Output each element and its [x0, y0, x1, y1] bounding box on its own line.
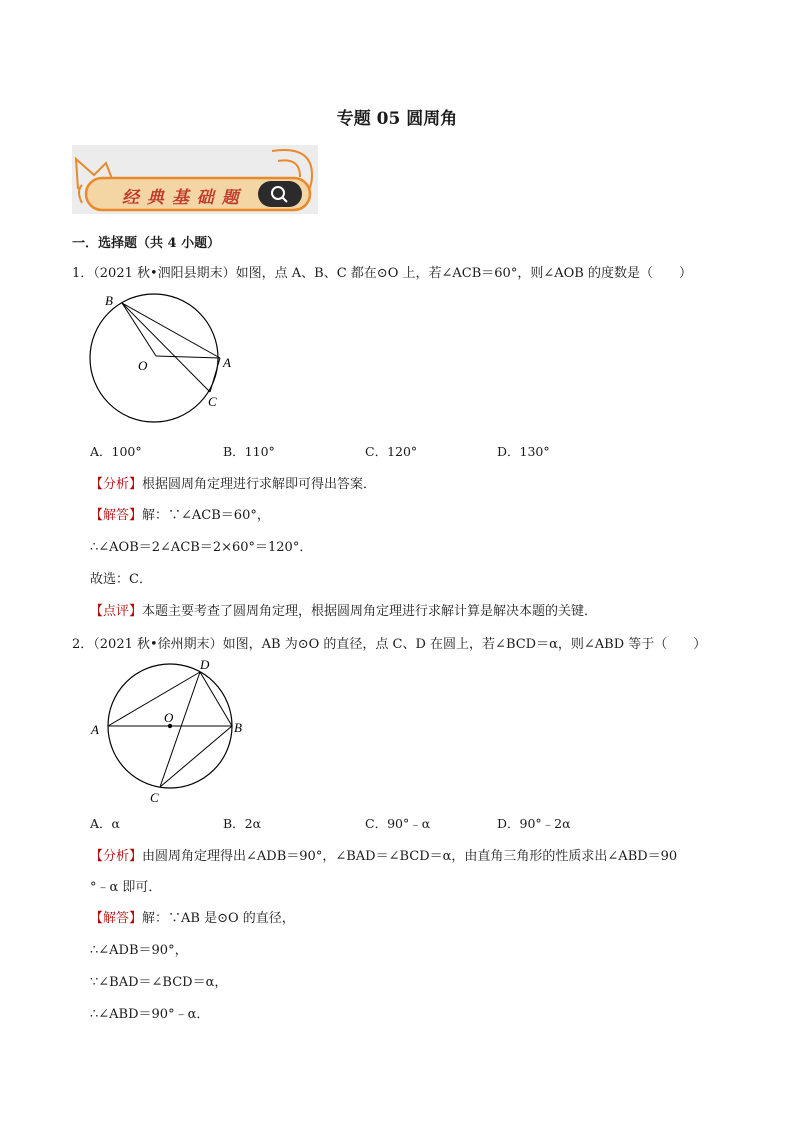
- label-c: C: [208, 394, 217, 409]
- q2-option-a: A．α: [90, 816, 120, 831]
- section-heading: 一．选择题（共 4 小题）: [72, 236, 221, 251]
- q1-option-a: A．100°: [90, 444, 142, 459]
- q2-option-d: D．90°﹣2α: [497, 816, 571, 831]
- page-title: 专题 05 圆周角: [336, 109, 458, 129]
- q1-step-1: ∴∠AOB＝2∠ACB＝2×60°＝120°．: [90, 540, 313, 555]
- segment-bd: [200, 672, 232, 726]
- segment-ba: [122, 303, 220, 358]
- question-1-figure: [84, 286, 246, 426]
- label-b: B: [105, 293, 113, 308]
- label-c: C: [150, 790, 159, 805]
- segment-oa: [156, 356, 220, 358]
- question-2-figure: [84, 654, 254, 810]
- q1-solution: [90, 504, 270, 523]
- analysis-tag: 【分析】: [90, 477, 143, 492]
- segment-ad: [108, 672, 200, 726]
- q2-step-1: ∴∠ADB＝90°，: [90, 943, 188, 958]
- label-o: O: [138, 358, 148, 373]
- solution-text: 解：∵AB 是⊙O 的直径，: [142, 911, 295, 926]
- analysis-text: 由圆周角定理得出∠ADB＝90°，∠BAD＝∠BCD＝α，由直角三角形的性质求出∠ABD＝90: [142, 849, 678, 864]
- q2-analysis: [90, 845, 677, 864]
- q1-comment: [90, 600, 597, 619]
- comment-tag: 【点评】: [90, 604, 143, 619]
- question-1-stem: 1．（2021 秋•泗阳县期末）如图，点 A、B、C 都在⊙O 上，若∠ACB＝60°，则∠AOB 的度数是（ ）: [72, 266, 692, 281]
- analysis-text: 根据圆周角定理进行求解即可得出答案．: [142, 477, 377, 492]
- question-2-stem: 2．（2021 秋•徐州期末）如图，AB 为⊙O 的直径，点 C、D 在圆上，若∠BCD＝α，则∠ABD 等于（ ）: [72, 637, 707, 652]
- label-d: D: [200, 657, 210, 672]
- q2-step-3: ∴∠ABD＝90°﹣α．: [90, 1007, 210, 1022]
- q2-option-b: B．2α: [223, 816, 262, 831]
- q2-step-2: ∵∠BAD＝∠BCD＝α，: [90, 975, 228, 990]
- q1-option-b: B．110°: [223, 444, 275, 459]
- segment-ac: [210, 358, 220, 392]
- solution-text: 解：∵∠ACB＝60°，: [142, 508, 270, 523]
- segment-bc: [122, 303, 210, 392]
- solution-tag: 【解答】: [90, 508, 143, 523]
- circle-o: [90, 294, 218, 422]
- analysis-tag: 【分析】: [90, 849, 143, 864]
- label-b: B: [234, 720, 242, 735]
- banner-label: 经 典 基 础 题: [122, 188, 240, 208]
- q1-option-d: D．130°: [497, 444, 550, 459]
- q1-analysis: [90, 473, 376, 492]
- label-a: A: [223, 355, 231, 370]
- label-o: O: [164, 710, 174, 725]
- solution-tag: 【解答】: [90, 911, 143, 926]
- q1-choice: 故选：C．: [90, 572, 152, 587]
- q2-option-c: C．90°﹣α: [365, 816, 431, 831]
- segment-bo: [122, 303, 156, 356]
- q2-solution: [90, 907, 295, 926]
- classic-basics-banner: [72, 145, 318, 214]
- q2-analysis-cont: °﹣α 即可．: [90, 880, 162, 895]
- label-a: A: [91, 722, 99, 737]
- comment-text: 本题主要考查了圆周角定理，根据圆周角定理进行求解计算是解决本题的关键．: [142, 604, 598, 619]
- q1-option-c: C．120°: [365, 444, 418, 459]
